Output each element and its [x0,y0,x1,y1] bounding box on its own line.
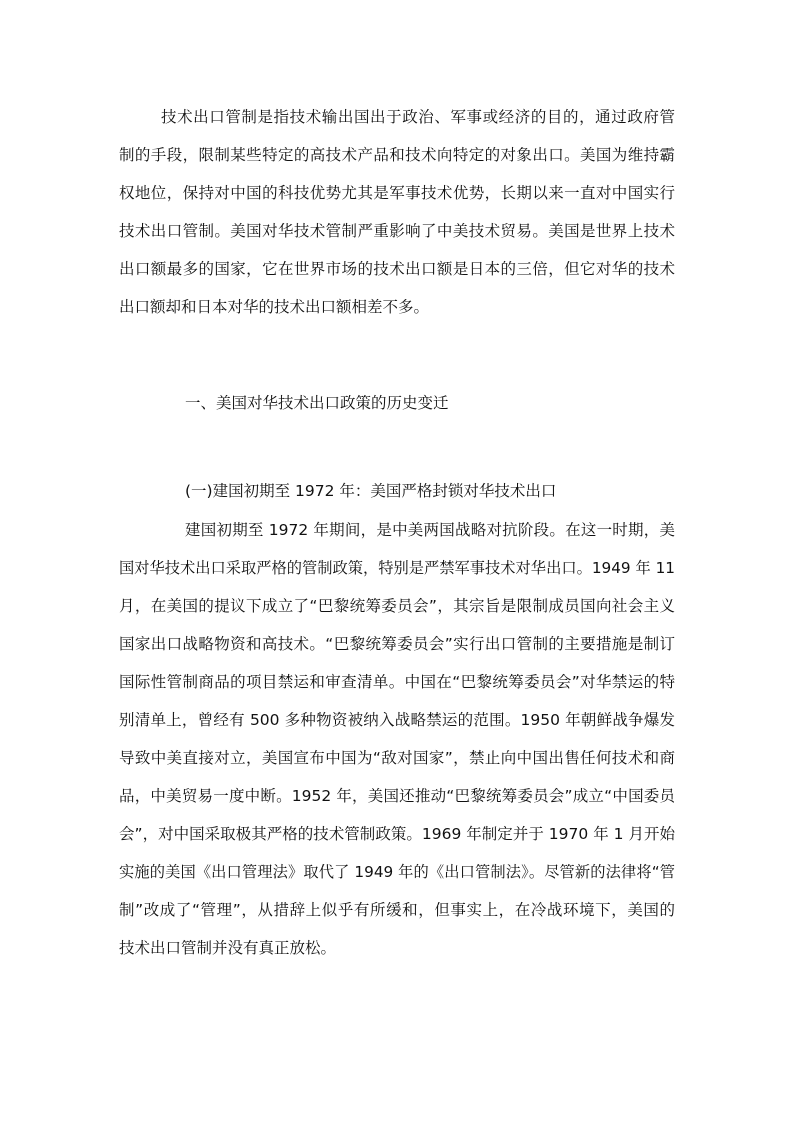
paragraph-1-line: 技术出口管制。美国对华技术管制严重影响了中美技术贸易。美国是世界上技术 [119,222,675,240]
paragraph-1-line: 技术出口管制是指技术输出国出于政治、军事或经济的目的，通过政府管 [161,108,675,126]
paragraph-1-line: 出口额最多的国家，它在世界市场的技术出口额是日本的三倍，但它对华的技术 [119,260,675,278]
paragraph-2-line: 导致中美直接对立，美国宣布中国为“敌对国家”，禁止向中国出售任何技术和商 [119,749,675,767]
paragraph-2-line: 品，中美贸易一度中断。1952 年，美国还推动“巴黎统筹委员会”成立“中国委员 [119,787,675,805]
paragraph-1-line: 权地位，保持对中国的科技优势尤其是军事技术优势，长期以来一直对中国实行 [119,184,675,202]
paragraph-2-line: 国对华技术出口采取严格的管制政策，特别是严禁军事技术对华出口。1949 年 11 [119,559,675,577]
paragraph-2-line: 国家出口战略物资和高技术。“巴黎统筹委员会”实行出口管制的主要措施是制订 [119,635,675,653]
paragraph-2-line: 建国初期至 1972 年期间，是中美两国战略对抗阶段。在这一时期，美 [185,521,675,539]
paragraph-2-line: 技术出口管制并没有真正放松。 [119,939,337,957]
paragraph-2-line: 国际性管制商品的项目禁运和审查清单。中国在“巴黎统筹委员会”对华禁运的特 [119,673,675,691]
subsection-heading: (一)建国初期至 1972 年：美国严格封锁对华技术出口 [185,482,557,500]
paragraph-1-line: 制的手段，限制某些特定的高技术产品和技术向特定的对象出口。美国为维持霸 [119,146,675,164]
paragraph-2-line: 别清单上，曾经有 500 多种物资被纳入战略禁运的范围。1950 年朝鲜战争爆发 [119,711,675,729]
paragraph-2-line: 制”改成了“管理”，从措辞上似乎有所缓和，但事实上，在冷战环境下，美国的 [119,901,675,919]
section-heading: 一、美国对华技术出口政策的历史变迁 [185,394,449,412]
paragraph-2-line: 月，在美国的提议下成立了“巴黎统筹委员会”，其宗旨是限制成员国向社会主义 [119,597,675,615]
paragraph-1-line: 出口额却和日本对华的技术出口额相差不多。 [119,298,430,316]
paragraph-2-line: 会”，对中国采取极其严格的技术管制政策。1969 年制定并于 1970 年 1 月开始 [119,825,675,843]
paragraph-2-line: 实施的美国《出口管理法》取代了 1949 年的《出口管制法》。尽管新的法律将“管 [119,863,675,881]
